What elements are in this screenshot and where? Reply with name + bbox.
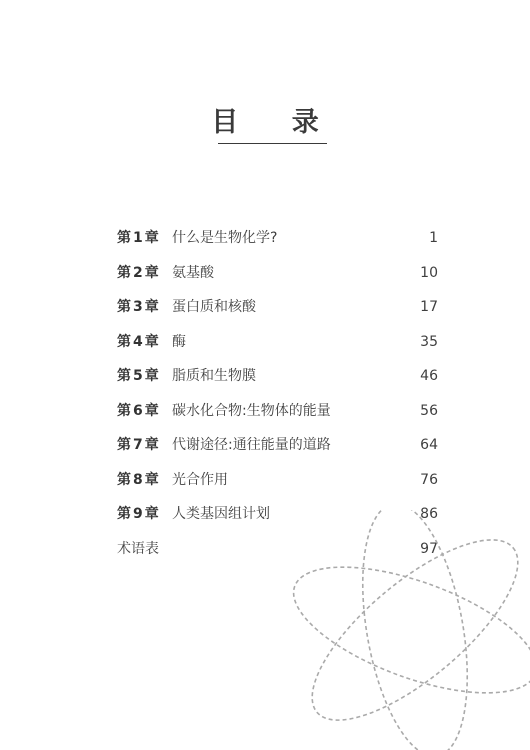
chapter-title: 什么是生物化学? [172,230,278,246]
page-number: 64 [420,437,438,453]
toc-entry-7[interactable] [117,433,438,468]
chapter-title: 酶 [172,333,186,350]
chapter-title: 蛋白质和核酸 [172,299,256,315]
page-number: 10 [420,264,438,281]
toc-entry-6[interactable] [117,399,438,434]
chapter-label: 第 9 章 [117,506,159,522]
chapter-label: 第 7 章 [117,437,159,453]
chapter-label: 第 2 章 [117,264,159,281]
chapter-title: 代谢途径:通往能量的道路 [172,437,331,453]
page-number: 97 [420,540,438,557]
page-number: 56 [420,402,438,419]
toc-entry-2[interactable] [117,261,438,296]
toc-entry-4[interactable] [117,330,438,365]
chapter-label: 第 1 章 [117,230,159,246]
chapter-title: 光合作用 [172,471,228,488]
chapter-title: 碳水化合物:生物体的能量 [172,402,331,419]
chapter-label: 第 4 章 [117,333,159,350]
chapter-title: 氨基酸 [172,264,214,281]
title-underline [218,143,327,144]
page-number: 46 [420,368,438,384]
glossary-title: 术语表 [117,540,159,557]
page-number: 1 [429,230,438,246]
chapter-title: 人类基因组计划 [172,506,270,522]
chapter-title: 脂质和生物膜 [172,368,256,384]
page-number: 86 [420,506,438,522]
chapter-label: 第 8 章 [117,471,159,488]
page-number: 17 [420,299,438,315]
chapter-label: 第 6 章 [117,402,159,419]
toc-entry-1[interactable] [117,226,438,261]
atom-orbits-icon [290,510,530,750]
toc-entry-3[interactable] [117,295,438,330]
chapter-label: 第 3 章 [117,299,159,315]
toc-entry-8[interactable] [117,468,438,503]
page-number: 35 [420,333,438,350]
toc-entry-5[interactable] [117,364,438,399]
page-number: 76 [420,471,438,488]
page-title: 目 录 [211,107,341,138]
chapter-label: 第 5 章 [117,368,159,384]
